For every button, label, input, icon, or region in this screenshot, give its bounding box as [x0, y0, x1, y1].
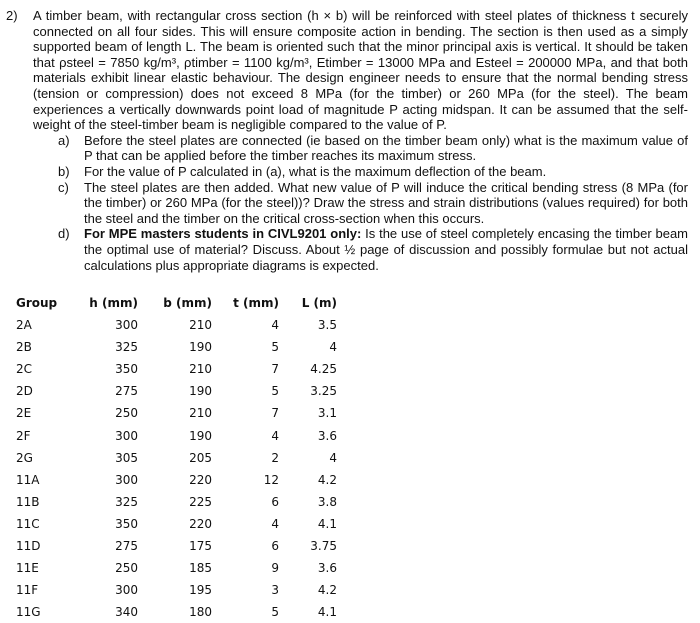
cell-l: 3.75	[310, 538, 337, 553]
table-body	[16, 314, 337, 623]
cell-b: 190	[189, 384, 212, 399]
cell-t: 5	[271, 605, 279, 620]
cell-group: 2A	[16, 318, 32, 333]
part-text: The steel plates are then added. What new value of P will induce the critical bending stress (8 MPa (for the timber) or 260 MPa (for the steel))? Draw the stress and strain distributions (values required) for both the steel and the timber on the critical cross-section when this occurs.	[84, 179, 688, 226]
cell-t: 2	[271, 450, 279, 465]
table-row	[16, 579, 337, 601]
intro-sentence-3: The beam experiences a vertically downwards point load of magnitude P acting midspan.	[33, 85, 688, 117]
cell-t: 3	[271, 583, 279, 598]
cell-b: 190	[189, 340, 212, 355]
table-row	[16, 447, 337, 469]
problem-statement	[6, 8, 688, 273]
cell-h: 300	[115, 472, 138, 487]
part-d	[58, 226, 688, 273]
cell-h: 325	[115, 340, 138, 355]
cell-l: 3.25	[310, 384, 337, 399]
cell-group: 11A	[16, 472, 40, 487]
part-text: For the value of P calculated in (a), what is the maximum deflection of the beam.	[84, 163, 547, 179]
cell-b: 225	[189, 494, 212, 509]
table-row	[16, 402, 337, 424]
table-header-row	[16, 292, 337, 314]
cell-h: 300	[115, 583, 138, 598]
cell-h: 250	[115, 406, 138, 421]
cell-group: 2G	[16, 450, 33, 465]
part-text: Before the steel plates are connected (ie based on the timber beam only) what is the maximum value of P that can be applied before the timber reaches its maximum stress.	[84, 132, 688, 164]
cell-group: 11G	[16, 605, 41, 620]
question-intro	[33, 8, 688, 133]
cell-h: 325	[115, 494, 138, 509]
cell-t: 5	[271, 340, 279, 355]
cell-group: 11E	[16, 561, 39, 576]
cell-l: 4.2	[317, 472, 337, 487]
part-marker: a)	[58, 132, 70, 148]
cell-l: 3.1	[317, 406, 337, 421]
cell-group: 2B	[16, 340, 32, 355]
intro-sentence-1: A timber beam, with rectangular cross section (h × b) will be reinforced with steel plates of thickness t securely connected on all four sides. This will ensure composite action in bending. The section is then used as a simply supported beam of length L. The beam is oriented such that the minor principal axis is vertical. It should be taken that ρsteel = 7850 kg/m³, ρtimber = 1100 kg/m³, Etimber = 13000 MPa and Esteel = 200000 MPa, and that both materials exhibit linear elastic behaviour.	[33, 8, 688, 86]
cell-t: 4	[271, 428, 279, 443]
cell-t: 7	[271, 406, 279, 421]
cell-group: 11B	[16, 494, 40, 509]
cell-b: 210	[189, 406, 212, 421]
table-row	[16, 513, 337, 535]
cell-l: 4	[329, 340, 337, 355]
cell-b: 220	[189, 516, 212, 531]
part-b	[58, 163, 688, 180]
cell-l: 4.1	[317, 516, 337, 531]
cell-l: 4	[329, 450, 337, 465]
cell-h: 275	[115, 384, 138, 399]
cell-h: 305	[115, 450, 138, 465]
table-row	[16, 601, 337, 623]
cell-b: 195	[189, 583, 212, 598]
intro-sentence-2: The design engineer needs to ensure that the normal bending stress (tension or compression) does not exceed 8 MPa (for the timber) or 260 MPa (for the steel).	[33, 70, 688, 101]
intro-sentence-4: It can be assumed that the self-weight of the steel-timber beam is negligible compared to the value of P.	[33, 101, 688, 133]
cell-t: 4	[271, 318, 279, 333]
table-row	[16, 424, 337, 446]
cell-t: 6	[271, 494, 279, 509]
cell-t: 9	[271, 561, 279, 576]
group-parameters-table	[16, 292, 337, 623]
cell-h: 350	[115, 362, 138, 377]
question-parts	[6, 133, 688, 273]
table-row	[16, 469, 337, 491]
cell-group: 11F	[16, 583, 39, 598]
cell-t: 7	[271, 362, 279, 377]
table-row	[16, 358, 337, 380]
column-header-l: L (m)	[301, 296, 337, 310]
part-marker: c)	[58, 179, 69, 195]
cell-l: 3.6	[317, 428, 337, 443]
cell-group: 2C	[16, 362, 33, 377]
cell-b: 210	[189, 318, 212, 333]
cell-l: 4.2	[317, 583, 337, 598]
cell-h: 340	[115, 605, 138, 620]
cell-group: 2D	[16, 384, 33, 399]
table-row	[16, 314, 337, 336]
cell-h: 300	[115, 428, 138, 443]
cell-l: 4.1	[317, 605, 337, 620]
table-row	[16, 557, 337, 579]
cell-b: 210	[189, 362, 212, 377]
cell-l: 4.25	[310, 362, 337, 377]
cell-b: 190	[189, 428, 212, 443]
cell-b: 205	[189, 450, 212, 465]
table-row	[16, 491, 337, 513]
column-header-h: h (mm)	[89, 296, 138, 310]
part-a	[58, 132, 688, 164]
table-row	[16, 535, 337, 557]
part-bold-lead: For MPE masters students in CIVL9201 only:	[84, 226, 362, 242]
cell-l: 3.5	[317, 318, 337, 333]
question-number: 2)	[6, 8, 18, 23]
cell-t: 12	[263, 472, 279, 487]
cell-b: 180	[189, 605, 212, 620]
table-row	[16, 336, 337, 358]
column-header-group: Group	[16, 296, 58, 310]
cell-l: 3.8	[317, 494, 337, 509]
part-marker: d)	[58, 226, 70, 242]
column-header-t: t (mm)	[233, 296, 279, 310]
cell-h: 350	[115, 516, 138, 531]
cell-l: 3.6	[317, 561, 337, 576]
cell-h: 250	[115, 561, 138, 576]
part-text: Is the use of steel completely encasing the timber beam the optimal use of material? Discuss. About ½ page of discussion and possibly formulae but not actual calculations plus appropriate diagrams is expected.	[84, 226, 688, 273]
cell-group: 11D	[16, 538, 41, 553]
cell-h: 275	[115, 538, 138, 553]
cell-b: 220	[189, 472, 212, 487]
cell-t: 5	[271, 384, 279, 399]
part-c	[58, 179, 688, 227]
column-header-b: b (mm)	[163, 296, 212, 310]
cell-t: 6	[271, 538, 279, 553]
cell-b: 185	[189, 561, 212, 576]
cell-b: 175	[189, 538, 212, 553]
cell-group: 2F	[16, 428, 31, 443]
cell-group: 11C	[16, 516, 40, 531]
table-row	[16, 380, 337, 402]
cell-h: 300	[115, 318, 138, 333]
cell-group: 2E	[16, 406, 32, 421]
part-marker: b)	[58, 163, 70, 179]
cell-t: 4	[271, 516, 279, 531]
